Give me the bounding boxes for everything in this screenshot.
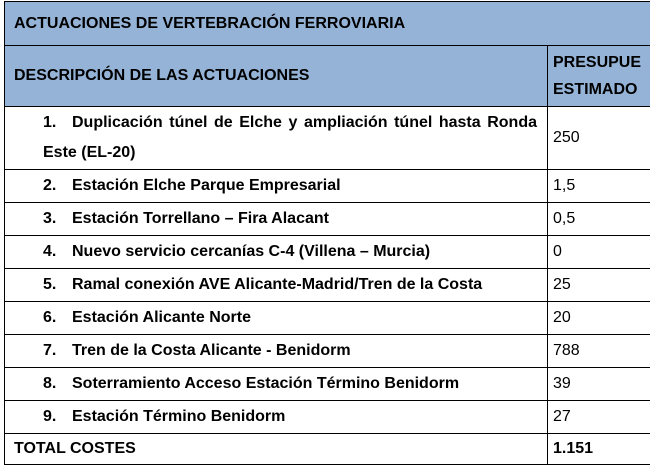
table-row (5, 170, 650, 203)
item-description (5, 203, 548, 236)
table-row (5, 335, 650, 368)
table-title: ACTUACIONES DE VERTEBRACIÓN FERROVIARIA (5, 2, 650, 46)
budget-column-header (548, 46, 650, 107)
table-row (5, 302, 650, 335)
item-number: 8. (43, 375, 72, 393)
item-value: 39 (548, 368, 650, 401)
item-value: 27 (548, 401, 650, 434)
table-header-row (5, 46, 650, 107)
budget-header-line2: ESTIMADO (553, 81, 637, 98)
item-description (5, 170, 548, 203)
investment-table (4, 1, 650, 465)
item-description (5, 302, 548, 335)
item-text: Nuevo servicio cercanías C-4 (Villena – Murcia) (72, 243, 430, 260)
item-number: 4. (43, 243, 72, 261)
item-text: Estación Alicante Norte (72, 309, 251, 326)
item-description (5, 335, 548, 368)
total-row (5, 434, 650, 465)
item-description (5, 368, 548, 401)
item-number: 3. (43, 210, 72, 228)
item-value: 0,5 (548, 203, 650, 236)
item-number: 9. (43, 408, 72, 426)
item-number: 2. (43, 177, 72, 195)
item-text: Estación Torrellano – Fira Alacant (72, 210, 329, 227)
table-row (5, 401, 650, 434)
item-value: 20 (548, 302, 650, 335)
budget-header-line1: PRESUPUE (553, 54, 641, 71)
item-value: 788 (548, 335, 650, 368)
item-value: 1,5 (548, 170, 650, 203)
table-row (5, 236, 650, 269)
item-number: 7. (43, 342, 72, 360)
total-label: TOTAL COSTES (5, 434, 548, 465)
item-number: 1. (43, 108, 72, 138)
item-text: Soterramiento Acceso Estación Término Benidorm (72, 375, 459, 392)
item-description (5, 236, 548, 269)
item-value: 25 (548, 269, 650, 302)
item-text: Duplicación túnel de Elche y ampliación túnel hasta Ronda Este (EL-20) (43, 114, 537, 161)
item-number: 6. (43, 309, 72, 327)
item-description (5, 269, 548, 302)
item-text: Ramal conexión AVE Alicante-Madrid/Tren de la Costa (72, 276, 482, 293)
description-column-header: DESCRIPCIÓN DE LAS ACTUACIONES (5, 46, 548, 107)
item-text: Estación Elche Parque Empresarial (72, 177, 341, 194)
item-description (5, 107, 548, 170)
item-number: 5. (43, 276, 72, 294)
table-title-row (5, 2, 650, 46)
table-row (5, 107, 650, 170)
item-value: 250 (548, 107, 650, 170)
item-value: 0 (548, 236, 650, 269)
total-value: 1.151 (548, 434, 650, 465)
item-text: Estación Término Benidorm (72, 408, 285, 425)
table-row (5, 203, 650, 236)
table-row (5, 269, 650, 302)
table-row (5, 368, 650, 401)
item-description (5, 401, 548, 434)
item-text: Tren de la Costa Alicante - Benidorm (72, 342, 351, 359)
